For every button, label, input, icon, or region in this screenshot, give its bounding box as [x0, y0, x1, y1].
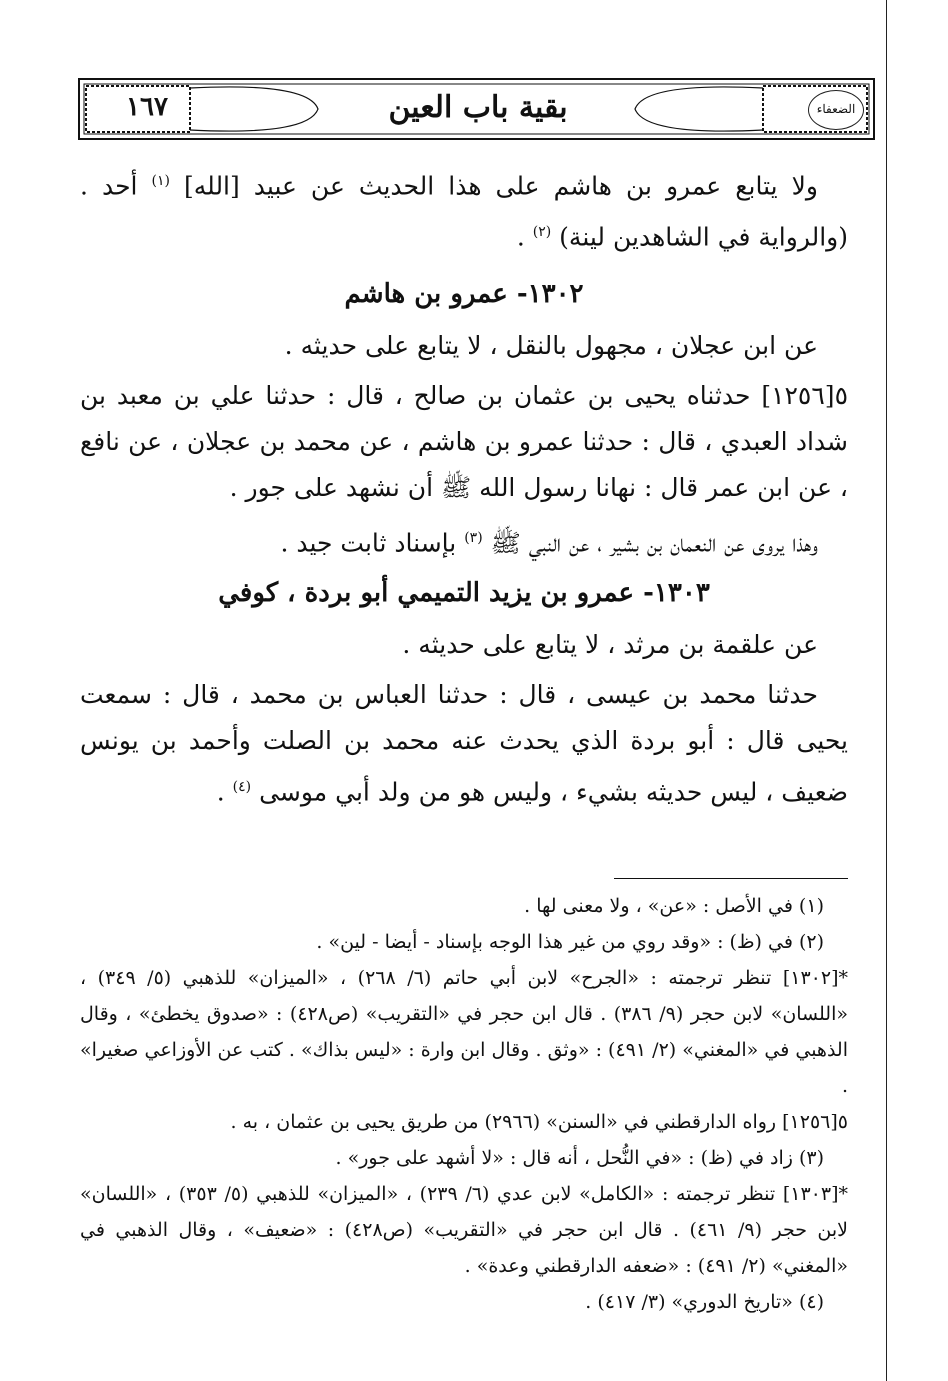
- footnote-separator: [614, 878, 848, 879]
- paragraph: عن علقمة بن مرثد ، لا يتابع على حديثه .: [402, 629, 818, 659]
- footnotes: [80, 888, 848, 1320]
- page-edge-line: [886, 0, 887, 1381]
- running-title: بقية باب العين: [388, 90, 568, 125]
- footnote-ref: (٤): [232, 778, 252, 795]
- book-emblem: الضعفاء: [808, 90, 864, 130]
- entry-heading: ١٣٠٣- عمرو بن يزيد التميمي أبو بردة ، كوفي: [218, 577, 710, 608]
- entry-heading: ١٣٠٢- عمرو بن هاشم: [344, 278, 584, 309]
- paragraph: ٥[١٢٥٦] حدثناه يحيى بن عثمان بن صالح ، قال : حدثنا علي بن معبد بن شداد العبدي ، قال : حدثنا عمرو بن هاشم ، عن محمد بن عجلان ، عن نافع ، عن ابن عمر قال : نهانا رسول الله ﷺ أن نشهد على جور .: [80, 380, 848, 502]
- footnote-ref: (٣): [464, 529, 483, 546]
- main-text: [80, 158, 848, 815]
- footnote-ref: (١): [151, 173, 170, 189]
- footnote: (٢) في (ظ) : «وقد روي من غير هذا الوجه بإسناد - أيضا - لين» .: [316, 931, 824, 953]
- footnote-ref: (٢): [532, 224, 552, 241]
- paragraph: وهذا يروى عن النعمان بن بشير ، عن النبي ﷺ $^{(٣)}$ بإسناد ثابت جيد .: [280, 527, 818, 557]
- paragraph: ولا يتابع عمرو بن هاشم على هذا الحديث عن عبيد [الله] $^{(١)}$ أحد . (والرواية في الشاهدين لينة) $^{(٢)}$ .: [80, 171, 848, 252]
- page-header: [78, 78, 875, 140]
- footnote: (١) في الأصل : «عن» ، ولا معنى لها .: [524, 895, 824, 917]
- footnote: (٣) زاد في (ظ) : «في النُّحل ، أنه قال : «لا أشهد على جور» .: [335, 1147, 824, 1169]
- footnote: (٤) «تاريخ الدوري» (٣/ ٤١٧) .: [585, 1291, 824, 1313]
- paragraph: حدثنا محمد بن عيسى ، قال : حدثنا العباس بن محمد ، قال : سمعت يحيى قال : أبو بردة الذي يحدث عنه محمد بن الصلت وأحمد بن يونس ضعيف ، ليس حديثه بشيء ، وليس هو من ولد أبي موسى $^{(٤)}$ .: [80, 679, 848, 807]
- footnote: ٥[١٢٥٦] رواه الدارقطني في «السنن» (٢٩٦٦) من طريق يحيى بن عثمان ، به .: [230, 1111, 848, 1133]
- paragraph: عن ابن عجلان ، مجهول بالنقل ، لا يتابع على حديثه .: [284, 330, 818, 360]
- footnote: *[١٣٠٣] تنظر ترجمته : «الكامل» لابن عدي (٦/ ٢٣٩) ، «الميزان» للذهبي (٥/ ٣٥٣) ، «اللسان» لابن حجر (٩/ ٤٦١) . قال ابن حجر في «التقريب» (ص٤٢٨) : «ضعيف» ، وقال الذهبي في «المغني» (٢/ ٤٩١) : «ضعفه الدارقطني وعدة» .: [80, 1183, 848, 1277]
- page-number: ١٦٧: [126, 92, 168, 122]
- footnote: *[١٣٠٢] تنظر ترجمته : «الجرح» لابن أبي حاتم (٦/ ٢٦٨) ، «الميزان» للذهبي (٥/ ٣٤٩) ، «اللسان» لابن حجر (٩/ ٣٨٦) . قال ابن حجر في «التقريب» (ص٤٢٨) : «صدوق يخطئ» ، وقال الذهبي في «المغني» (٢/ ٤٩١) : «وثق . وقال ابن وارة : «ليس بذاك» . كتب عن الأوزاعي صغيرا» .: [80, 967, 848, 1097]
